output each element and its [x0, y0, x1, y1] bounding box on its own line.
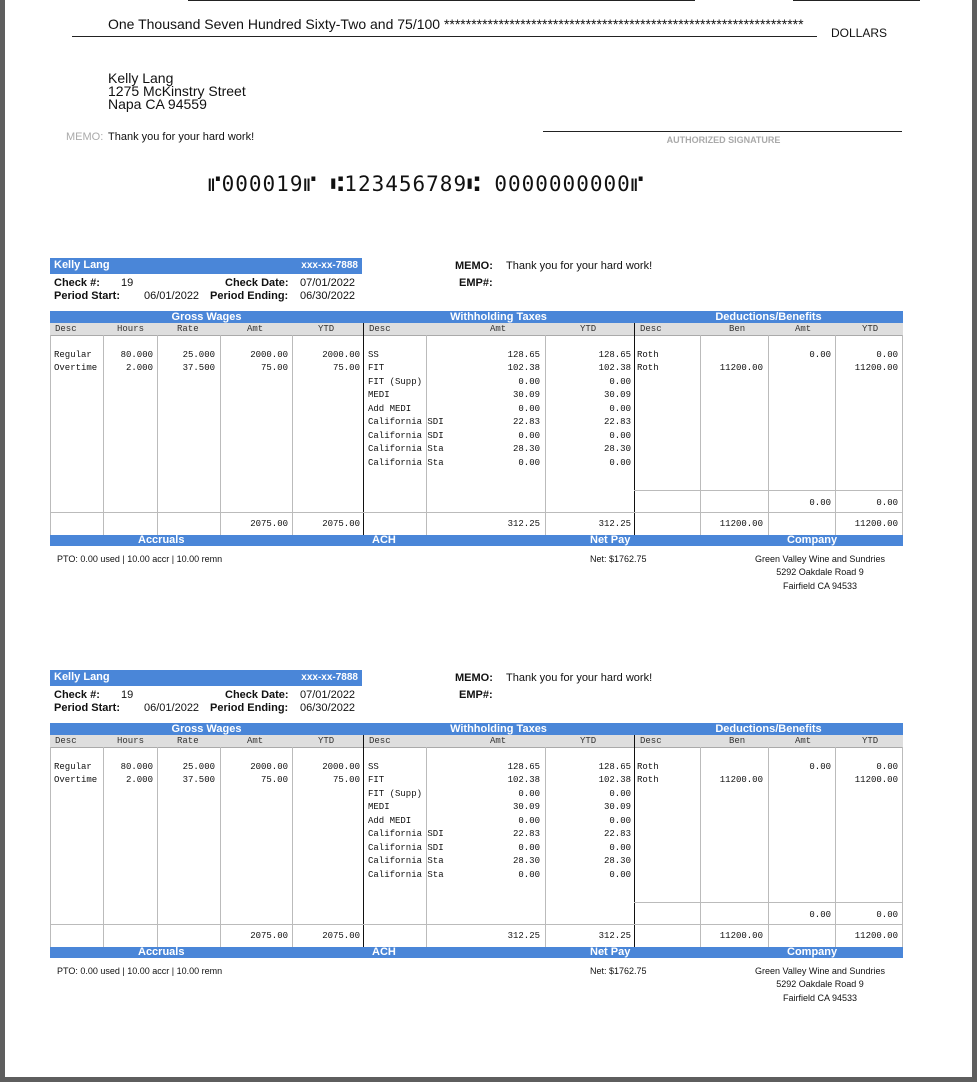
tax-ytd: 0.00 — [609, 431, 631, 441]
tax-amt: 28.30 — [512, 856, 540, 866]
grid-line — [902, 747, 903, 947]
tax-ytd: 28.30 — [603, 444, 631, 454]
tax-amt: 0.00 — [518, 789, 540, 799]
gross-total-amt: 2075.00 — [250, 931, 288, 941]
pto-summary: PTO: 0.00 used | 10.00 accr | 10.00 remn — [57, 554, 223, 564]
tax-amt: 28.30 — [512, 444, 540, 454]
tax-ytd: 22.83 — [603, 417, 631, 427]
check-date-label: Check Date: — [225, 277, 289, 289]
withholding-taxes-header — [363, 723, 634, 735]
grid-line — [902, 335, 903, 535]
gross-desc: Overtime — [54, 775, 98, 785]
col-amt: Amt — [247, 324, 264, 334]
gross-desc: Overtime — [54, 363, 98, 373]
col-ded-ytd: YTD — [862, 736, 879, 746]
gross-rate: 25.000 — [182, 762, 215, 772]
col-ded-amt: Amt — [795, 736, 812, 746]
col-ded-ytd: YTD — [862, 324, 879, 334]
tax-desc: FIT — [368, 363, 385, 373]
col-rate: Rate — [177, 736, 199, 746]
ded-ytd: 11200.00 — [854, 775, 898, 785]
col-tax-amt: Amt — [490, 736, 507, 746]
deductions-header — [634, 311, 903, 323]
col-ded-ben: Ben — [729, 736, 746, 746]
ded-total-ben: 11200.00 — [719, 931, 763, 941]
check-memo-text: Thank you for your hard work! — [108, 131, 255, 143]
company-label: Company — [787, 534, 838, 546]
tax-ytd: 28.30 — [603, 856, 631, 866]
ach-label: ACH — [372, 534, 396, 546]
check-number: 19 — [121, 277, 134, 289]
col-tax-ytd: YTD — [580, 736, 597, 746]
col-tax-desc: Desc — [369, 736, 391, 746]
tax-ytd: 0.00 — [609, 377, 631, 387]
check-memo-label: MEMO: — [66, 131, 104, 143]
gross-desc: Regular — [54, 762, 92, 772]
tax-amt: 30.09 — [512, 802, 540, 812]
tax-amt: 0.00 — [518, 431, 540, 441]
stub-memo-label: MEMO: — [455, 260, 493, 272]
col-ded-desc: Desc — [640, 324, 662, 334]
company-name: Green Valley Wine and Sundries — [755, 554, 885, 564]
gross-rate: 25.000 — [182, 350, 215, 360]
stub-memo-label: MEMO: — [455, 672, 493, 684]
tax-total-amt: 312.25 — [507, 931, 540, 941]
check-date: 07/01/2022 — [300, 689, 356, 701]
ded-subtotal-line — [634, 490, 902, 491]
ded-amt: 0.00 — [809, 350, 831, 360]
employee-name-bar — [50, 258, 362, 274]
gross-total-ytd: 2075.00 — [322, 519, 360, 529]
signature-line — [543, 131, 902, 132]
tax-ytd: 0.00 — [609, 816, 631, 826]
stub-memo: Thank you for your hard work! — [506, 672, 653, 684]
withholding-taxes-title: Withholding Taxes — [450, 723, 547, 735]
col-ytd: YTD — [318, 324, 335, 334]
col-tax-amt: Amt — [490, 324, 507, 334]
period-ending: 06/30/2022 — [300, 702, 356, 714]
tax-total-amt: 312.25 — [507, 519, 540, 529]
tax-ytd: 30.09 — [603, 802, 631, 812]
tax-ytd: 102.38 — [598, 775, 631, 785]
ded-subtotal-ytd: 0.00 — [876, 910, 898, 920]
ded-desc: Roth — [637, 775, 659, 785]
section-divider — [363, 735, 364, 947]
col-amt: Amt — [247, 736, 264, 746]
pay-stub-1 — [5, 258, 972, 598]
column-header-row — [50, 735, 903, 748]
period-start-label: Period Start: — [54, 702, 121, 714]
totals-line — [50, 924, 902, 925]
tax-amt: 102.38 — [507, 363, 540, 373]
tax-amt: 30.09 — [512, 390, 540, 400]
emp-number-label: EMP#: — [459, 277, 493, 289]
ded-desc: Roth — [637, 762, 659, 772]
employee-name: Kelly Lang — [54, 259, 110, 271]
gross-ytd: 2000.00 — [322, 350, 360, 360]
withholding-taxes-title: Withholding Taxes — [450, 311, 547, 323]
signature-label: AUTHORIZED SIGNATURE — [666, 135, 781, 145]
col-ded-ben: Ben — [729, 324, 746, 334]
dollars-label: DOLLARS — [831, 26, 888, 40]
tax-desc: California Sta — [368, 856, 444, 866]
gross-total-amt: 2075.00 — [250, 519, 288, 529]
gross-desc: Regular — [54, 350, 92, 360]
tax-amt: 0.00 — [518, 458, 540, 468]
ded-desc: Roth — [637, 363, 659, 373]
ded-desc: Roth — [637, 350, 659, 360]
gross-wages-header — [50, 723, 363, 735]
company-city: Fairfield CA 94533 — [782, 993, 858, 1003]
company-label: Company — [787, 946, 838, 958]
tax-amt: 0.00 — [518, 870, 540, 880]
gross-amt: 75.00 — [260, 775, 288, 785]
check-top-line-right — [793, 0, 920, 1]
tax-amt: 0.00 — [518, 377, 540, 387]
gross-total-ytd: 2075.00 — [322, 931, 360, 941]
tax-amt: 0.00 — [518, 404, 540, 414]
company-city: Fairfield CA 94533 — [782, 581, 858, 591]
gross-amt: 2000.00 — [250, 350, 288, 360]
company-name: Green Valley Wine and Sundries — [755, 966, 885, 976]
check-date-label: Check Date: — [225, 689, 289, 701]
tax-desc: California SDI — [368, 431, 444, 441]
employee-name-bar — [50, 670, 362, 686]
amount-in-words: One Thousand Seven Hundred Sixty-Two and 75/100 ****************************************************************** — [108, 16, 804, 32]
gross-hours: 80.000 — [120, 350, 153, 360]
tax-ytd: 22.83 — [603, 829, 631, 839]
gross-wages-header — [50, 311, 363, 323]
col-desc: Desc — [55, 736, 77, 746]
ded-subtotal-ytd: 0.00 — [876, 498, 898, 508]
emp-number-label: EMP#: — [459, 689, 493, 701]
company-street: 5292 Oakdale Road 9 — [776, 567, 864, 577]
document-page — [5, 0, 972, 1077]
ded-total-ytd: 11200.00 — [854, 519, 898, 529]
tax-desc: California Sta — [368, 458, 444, 468]
deductions-title: Deductions/Benefits — [715, 311, 822, 323]
tax-desc: California SDI — [368, 417, 444, 427]
gross-amt: 2000.00 — [250, 762, 288, 772]
amount-line — [72, 36, 817, 37]
gross-hours: 2.000 — [125, 775, 153, 785]
period-start: 06/01/2022 — [144, 290, 200, 302]
tax-amt: 128.65 — [507, 350, 540, 360]
col-ytd: YTD — [318, 736, 335, 746]
ded-subtotal-line — [634, 902, 902, 903]
gross-amt: 75.00 — [260, 363, 288, 373]
col-rate: Rate — [177, 324, 199, 334]
tax-desc: SS — [368, 762, 379, 772]
pay-stub-2 — [5, 670, 972, 1010]
gross-hours: 2.000 — [125, 363, 153, 373]
payee-name: Kelly Lang — [108, 70, 174, 86]
grid-line — [50, 335, 51, 535]
check-number-label: Check #: — [54, 277, 100, 289]
check-top-line — [188, 0, 695, 1]
ded-ben: 11200.00 — [719, 363, 763, 373]
tax-ytd: 30.09 — [603, 390, 631, 400]
gross-wages-title: Gross Wages — [171, 311, 242, 323]
ded-ytd: 0.00 — [876, 350, 898, 360]
period-ending-label: Period Ending: — [210, 702, 289, 714]
tax-desc: California SDI — [368, 829, 444, 839]
accruals-label: Accruals — [138, 946, 185, 958]
tax-total-ytd: 312.25 — [598, 519, 631, 529]
grid-line — [50, 747, 51, 947]
net-pay-label: Net Pay — [590, 534, 631, 546]
tax-desc: FIT — [368, 775, 385, 785]
section-divider — [634, 323, 635, 535]
deductions-header — [634, 723, 903, 735]
net-pay-label: Net Pay — [590, 946, 631, 958]
deductions-title: Deductions/Benefits — [715, 723, 822, 735]
ded-subtotal-amt: 0.00 — [809, 910, 831, 920]
period-start-label: Period Start: — [54, 290, 121, 302]
tax-desc: MEDI — [368, 390, 390, 400]
tax-amt: 102.38 — [507, 775, 540, 785]
micr-line: ⑈000019⑈ ⑆123456789⑆ 0000000000⑈ — [208, 172, 645, 196]
col-ded-amt: Amt — [795, 324, 812, 334]
tax-desc: FIT (Supp) — [368, 377, 423, 387]
ded-total-ben: 11200.00 — [719, 519, 763, 529]
tax-ytd: 0.00 — [609, 458, 631, 468]
tax-total-ytd: 312.25 — [598, 931, 631, 941]
tax-ytd: 0.00 — [609, 404, 631, 414]
gross-ytd: 75.00 — [332, 775, 360, 785]
pto-summary: PTO: 0.00 used | 10.00 accr | 10.00 remn — [57, 966, 223, 976]
tax-amt: 22.83 — [512, 829, 540, 839]
tax-ytd: 0.00 — [609, 789, 631, 799]
tax-amt: 0.00 — [518, 816, 540, 826]
col-ded-desc: Desc — [640, 736, 662, 746]
employee-name: Kelly Lang — [54, 671, 110, 683]
col-tax-desc: Desc — [369, 324, 391, 334]
gross-rate: 37.500 — [182, 775, 215, 785]
tax-amt: 0.00 — [518, 843, 540, 853]
section-divider — [634, 735, 635, 947]
employee-ssn: xxx-xx-7888 — [301, 260, 358, 271]
employee-ssn: xxx-xx-7888 — [301, 672, 358, 683]
tax-ytd: 128.65 — [598, 762, 631, 772]
col-hours: Hours — [117, 736, 145, 746]
gross-ytd: 75.00 — [332, 363, 360, 373]
period-ending-label: Period Ending: — [210, 290, 289, 302]
tax-desc: California SDI — [368, 843, 444, 853]
period-ending: 06/30/2022 — [300, 290, 356, 302]
net-amount: Net: $1762.75 — [590, 966, 647, 976]
ach-label: ACH — [372, 946, 396, 958]
period-start: 06/01/2022 — [144, 702, 200, 714]
check-number-label: Check #: — [54, 689, 100, 701]
ded-subtotal-amt: 0.00 — [809, 498, 831, 508]
gross-ytd: 2000.00 — [322, 762, 360, 772]
withholding-taxes-header — [363, 311, 634, 323]
footer-bar — [50, 947, 903, 958]
ded-total-ytd: 11200.00 — [854, 931, 898, 941]
stub-memo: Thank you for your hard work! — [506, 260, 653, 272]
accruals-label: Accruals — [138, 534, 185, 546]
section-divider — [363, 323, 364, 535]
tax-amt: 128.65 — [507, 762, 540, 772]
net-amount: Net: $1762.75 — [590, 554, 647, 564]
tax-ytd: 102.38 — [598, 363, 631, 373]
gross-hours: 80.000 — [120, 762, 153, 772]
company-street: 5292 Oakdale Road 9 — [776, 979, 864, 989]
tax-desc: Add MEDI — [368, 404, 412, 414]
totals-line — [50, 512, 902, 513]
tax-amt: 22.83 — [512, 417, 540, 427]
gross-wages-title: Gross Wages — [171, 723, 242, 735]
ded-ytd: 0.00 — [876, 762, 898, 772]
column-header-row — [50, 323, 903, 336]
ded-amt: 0.00 — [809, 762, 831, 772]
tax-desc: MEDI — [368, 802, 390, 812]
tax-desc: California Sta — [368, 444, 444, 454]
tax-desc: SS — [368, 350, 379, 360]
col-tax-ytd: YTD — [580, 324, 597, 334]
payee-city: Napa CA 94559 — [108, 96, 207, 112]
gross-rate: 37.500 — [182, 363, 215, 373]
tax-desc: Add MEDI — [368, 816, 412, 826]
tax-ytd: 0.00 — [609, 843, 631, 853]
col-desc: Desc — [55, 324, 77, 334]
tax-ytd: 128.65 — [598, 350, 631, 360]
tax-desc: California Sta — [368, 870, 444, 880]
tax-desc: FIT (Supp) — [368, 789, 423, 799]
check-number: 19 — [121, 689, 134, 701]
ded-ben: 11200.00 — [719, 775, 763, 785]
check-date: 07/01/2022 — [300, 277, 356, 289]
tax-ytd: 0.00 — [609, 870, 631, 880]
footer-bar — [50, 535, 903, 546]
payee-address — [108, 72, 246, 111]
payee-street: 1275 McKinstry Street — [108, 83, 246, 99]
ded-ytd: 11200.00 — [854, 363, 898, 373]
col-hours: Hours — [117, 324, 145, 334]
